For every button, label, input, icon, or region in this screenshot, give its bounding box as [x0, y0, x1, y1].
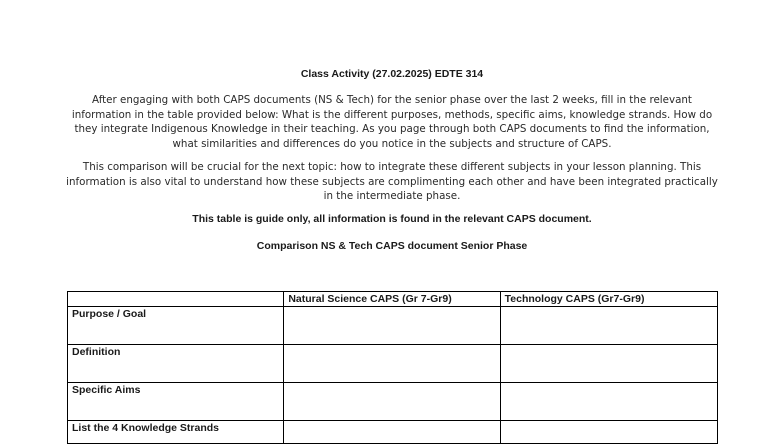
row-label-specific-aims: Specific Aims	[68, 383, 284, 421]
cell-ns-purpose[interactable]	[284, 307, 500, 345]
comparison-table	[67, 291, 718, 444]
cell-tech-specific-aims[interactable]	[500, 383, 717, 421]
cell-ns-knowledge-strands[interactable]	[284, 421, 500, 444]
row-label-definition: Definition	[68, 345, 284, 383]
table-row	[68, 307, 718, 345]
header-cell-empty	[68, 292, 284, 307]
instructions-paragraph: After engaging with both CAPS documents (NS & Tech) for the senior phase over the last 2 weeks, fill in the relevant information in the table provided below: What is the different purposes, methods, specific aims, knowledge strands. How do they integrate Indigenous Knowledge in their teaching. As you page through both CAPS documents to find the information, what similarities and differences do you notice in the subjects and structure of CAPS.	[71, 94, 713, 150]
header-cell-technology: Technology CAPS (Gr7-Gr9)	[500, 292, 717, 307]
table-row	[68, 345, 718, 383]
document-title: Class Activity (27.02.2025) EDTE 314	[300, 68, 484, 80]
header-cell-natural-science: Natural Science CAPS (Gr 7-Gr9)	[284, 292, 500, 307]
table-row	[68, 383, 718, 421]
row-label-knowledge-strands: List the 4 Knowledge Strands	[68, 421, 284, 444]
table-row	[68, 421, 718, 444]
cell-ns-specific-aims[interactable]	[284, 383, 500, 421]
table-caption: Comparison NS & Tech CAPS document Senior Phase	[256, 240, 528, 252]
cell-tech-knowledge-strands[interactable]	[500, 421, 717, 444]
cell-ns-definition[interactable]	[284, 345, 500, 383]
cell-tech-purpose[interactable]	[500, 307, 717, 345]
cell-tech-definition[interactable]	[500, 345, 717, 383]
row-label-purpose: Purpose / Goal	[68, 307, 284, 345]
context-paragraph: This comparison will be crucial for the next topic: how to integrate these different subjects in your lesson planning. This information is also vital to understand how these subjects are complimenting each other and have been integrated practically in the intermediate phase.	[66, 161, 718, 202]
guide-note: This table is guide only, all information is found in the relevant CAPS document.	[192, 213, 592, 225]
table-header-row	[68, 292, 718, 307]
